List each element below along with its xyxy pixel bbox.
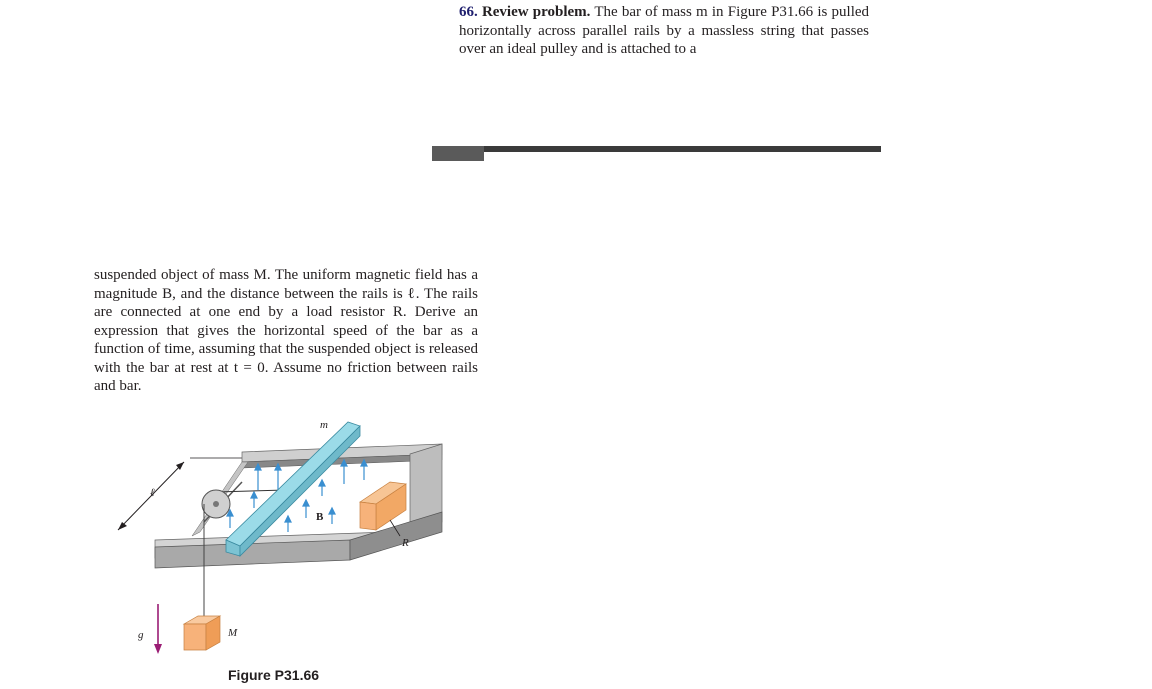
problem-66-top xyxy=(459,3,869,59)
problem-text-bottom: suspended object of mass M. The uniform magnetic field has a magnitude B, and the distance between the rails is ℓ. The rails are connected at one end by a load resistor R. Derive an expression that gives the horizontal speed of the bar as a function of time, assuming that the suspended object is released with the bar at rest at t = 0. Assume no friction between rails and bar. xyxy=(94,267,478,394)
label-rail-distance: ℓ xyxy=(150,487,155,499)
rail-diagram xyxy=(100,412,460,662)
problem-text-top: The bar of mass m in Figure P31.66 is pulled horizontally across parallel rails by a massless string that passes over an ideal pulley and is attached to a xyxy=(459,4,870,57)
problem-lead: Review problem. xyxy=(481,4,591,20)
figure-caption: Figure P31.66 xyxy=(228,667,320,683)
label-hanging-mass: M xyxy=(228,627,238,639)
label-gravity: g xyxy=(138,629,144,641)
page-divider-thick xyxy=(432,146,484,161)
figure-p31-66 xyxy=(100,412,460,662)
problem-number: 66. xyxy=(459,4,478,20)
page-divider-thin xyxy=(432,146,881,152)
label-field: B xyxy=(316,511,324,523)
label-bar-mass: m xyxy=(320,419,328,431)
label-resistor: R xyxy=(402,537,409,549)
